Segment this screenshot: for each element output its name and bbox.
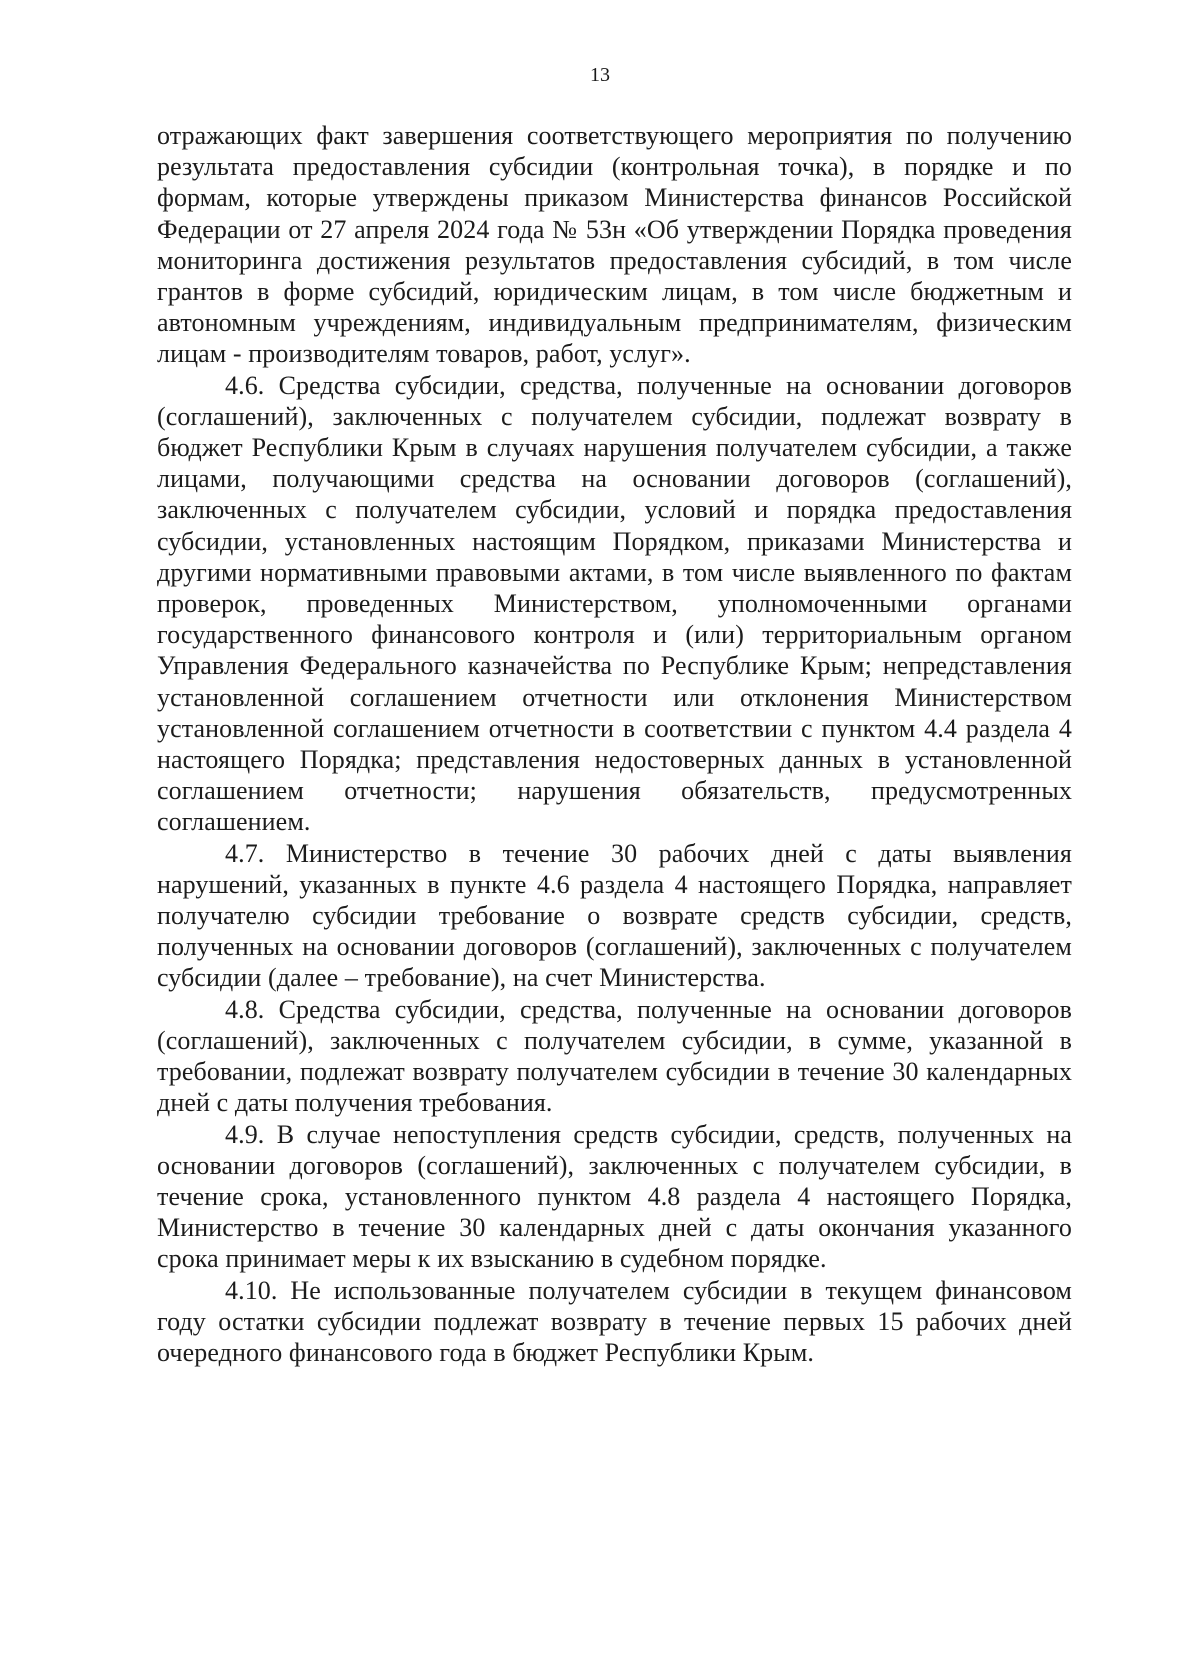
paragraph-4-8: 4.8. Средства субсидии, средства, полученные на основании договоров (соглашений), заключенных с получателем субсидии, в сумме, указанной в требовании, подлежат возврату получателем субсидии в течение 30 календарных дней с даты получения требования. xyxy=(157,994,1072,1118)
document-body xyxy=(157,120,1072,1368)
paragraph-4-10: 4.10. Не использованные получателем субсидии в текущем финансовом году остатки субсидии подлежат возврату в течение первых 15 рабочих дней очередного финансового года в бюджет Республики Крым. xyxy=(157,1275,1072,1367)
page-number: 13 xyxy=(590,64,610,86)
paragraph-4-6: 4.6. Средства субсидии, средства, полученные на основании договоров (соглашений), заключенных с получателем субсидии, подлежат возврату в бюджет Республики Крым в случаях нарушения получателем субсидии, а также лицами, получающими средства на основании договоров (соглашений), заключенных с получателем субсидии, условий и порядка предоставления субсидии, установленных настоящим Порядком, приказами Министерства и другими нормативными правовыми актами, в том числе выявленного по фактам проверок, проведенных Министерством, уполномоченными органами государственного финансового контроля и (или) территориальным органом Управления Федерального казначейства по Республике Крым; непредставления установленной соглашением отчетности или отклонения Министерством установленной соглашением отчетности в соответствии с пунктом 4.4 раздела 4 настоящего Порядка; представления недостоверных данных в установленной соглашением отчетности; нарушения обязательств, предусмотренных соглашением. xyxy=(157,370,1072,837)
paragraph-continuation: отражающих факт завершения соответствующего мероприятия по получению результата предоставления субсидии (контрольная точка), в порядке и по формам, которые утверждены приказом Министерства финансов Российской Федерации от 27 апреля 2024 года № 53н «Об утверждении Порядка проведения мониторинга достижения результатов предоставления субсидий, в том числе грантов в форме субсидий, юридическим лицам, в том числе бюджетным и автономным учреждениям, индивидуальным предпринимателям, физическим лицам - производителям товаров, работ, услуг». xyxy=(157,121,1072,369)
paragraph-4-9: 4.9. В случае непоступления средств субсидии, средств, полученных на основании договоров (соглашений), заключенных с получателем субсидии, в течение срока, установленного пунктом 4.8 раздела 4 настоящего Порядка, Министерство в течение 30 календарных дней с даты окончания указанного срока принимает меры к их взысканию в судебном порядке. xyxy=(157,1119,1072,1274)
paragraph-4-7: 4.7. Министерство в течение 30 рабочих дней с даты выявления нарушений, указанных в пункте 4.6 раздела 4 настоящего Порядка, направляет получателю субсидии требование о возврате средств субсидии, средств, полученных на основании договоров (соглашений), заключенных с получателем субсидии (далее – требование), на счет Министерства. xyxy=(157,838,1072,993)
